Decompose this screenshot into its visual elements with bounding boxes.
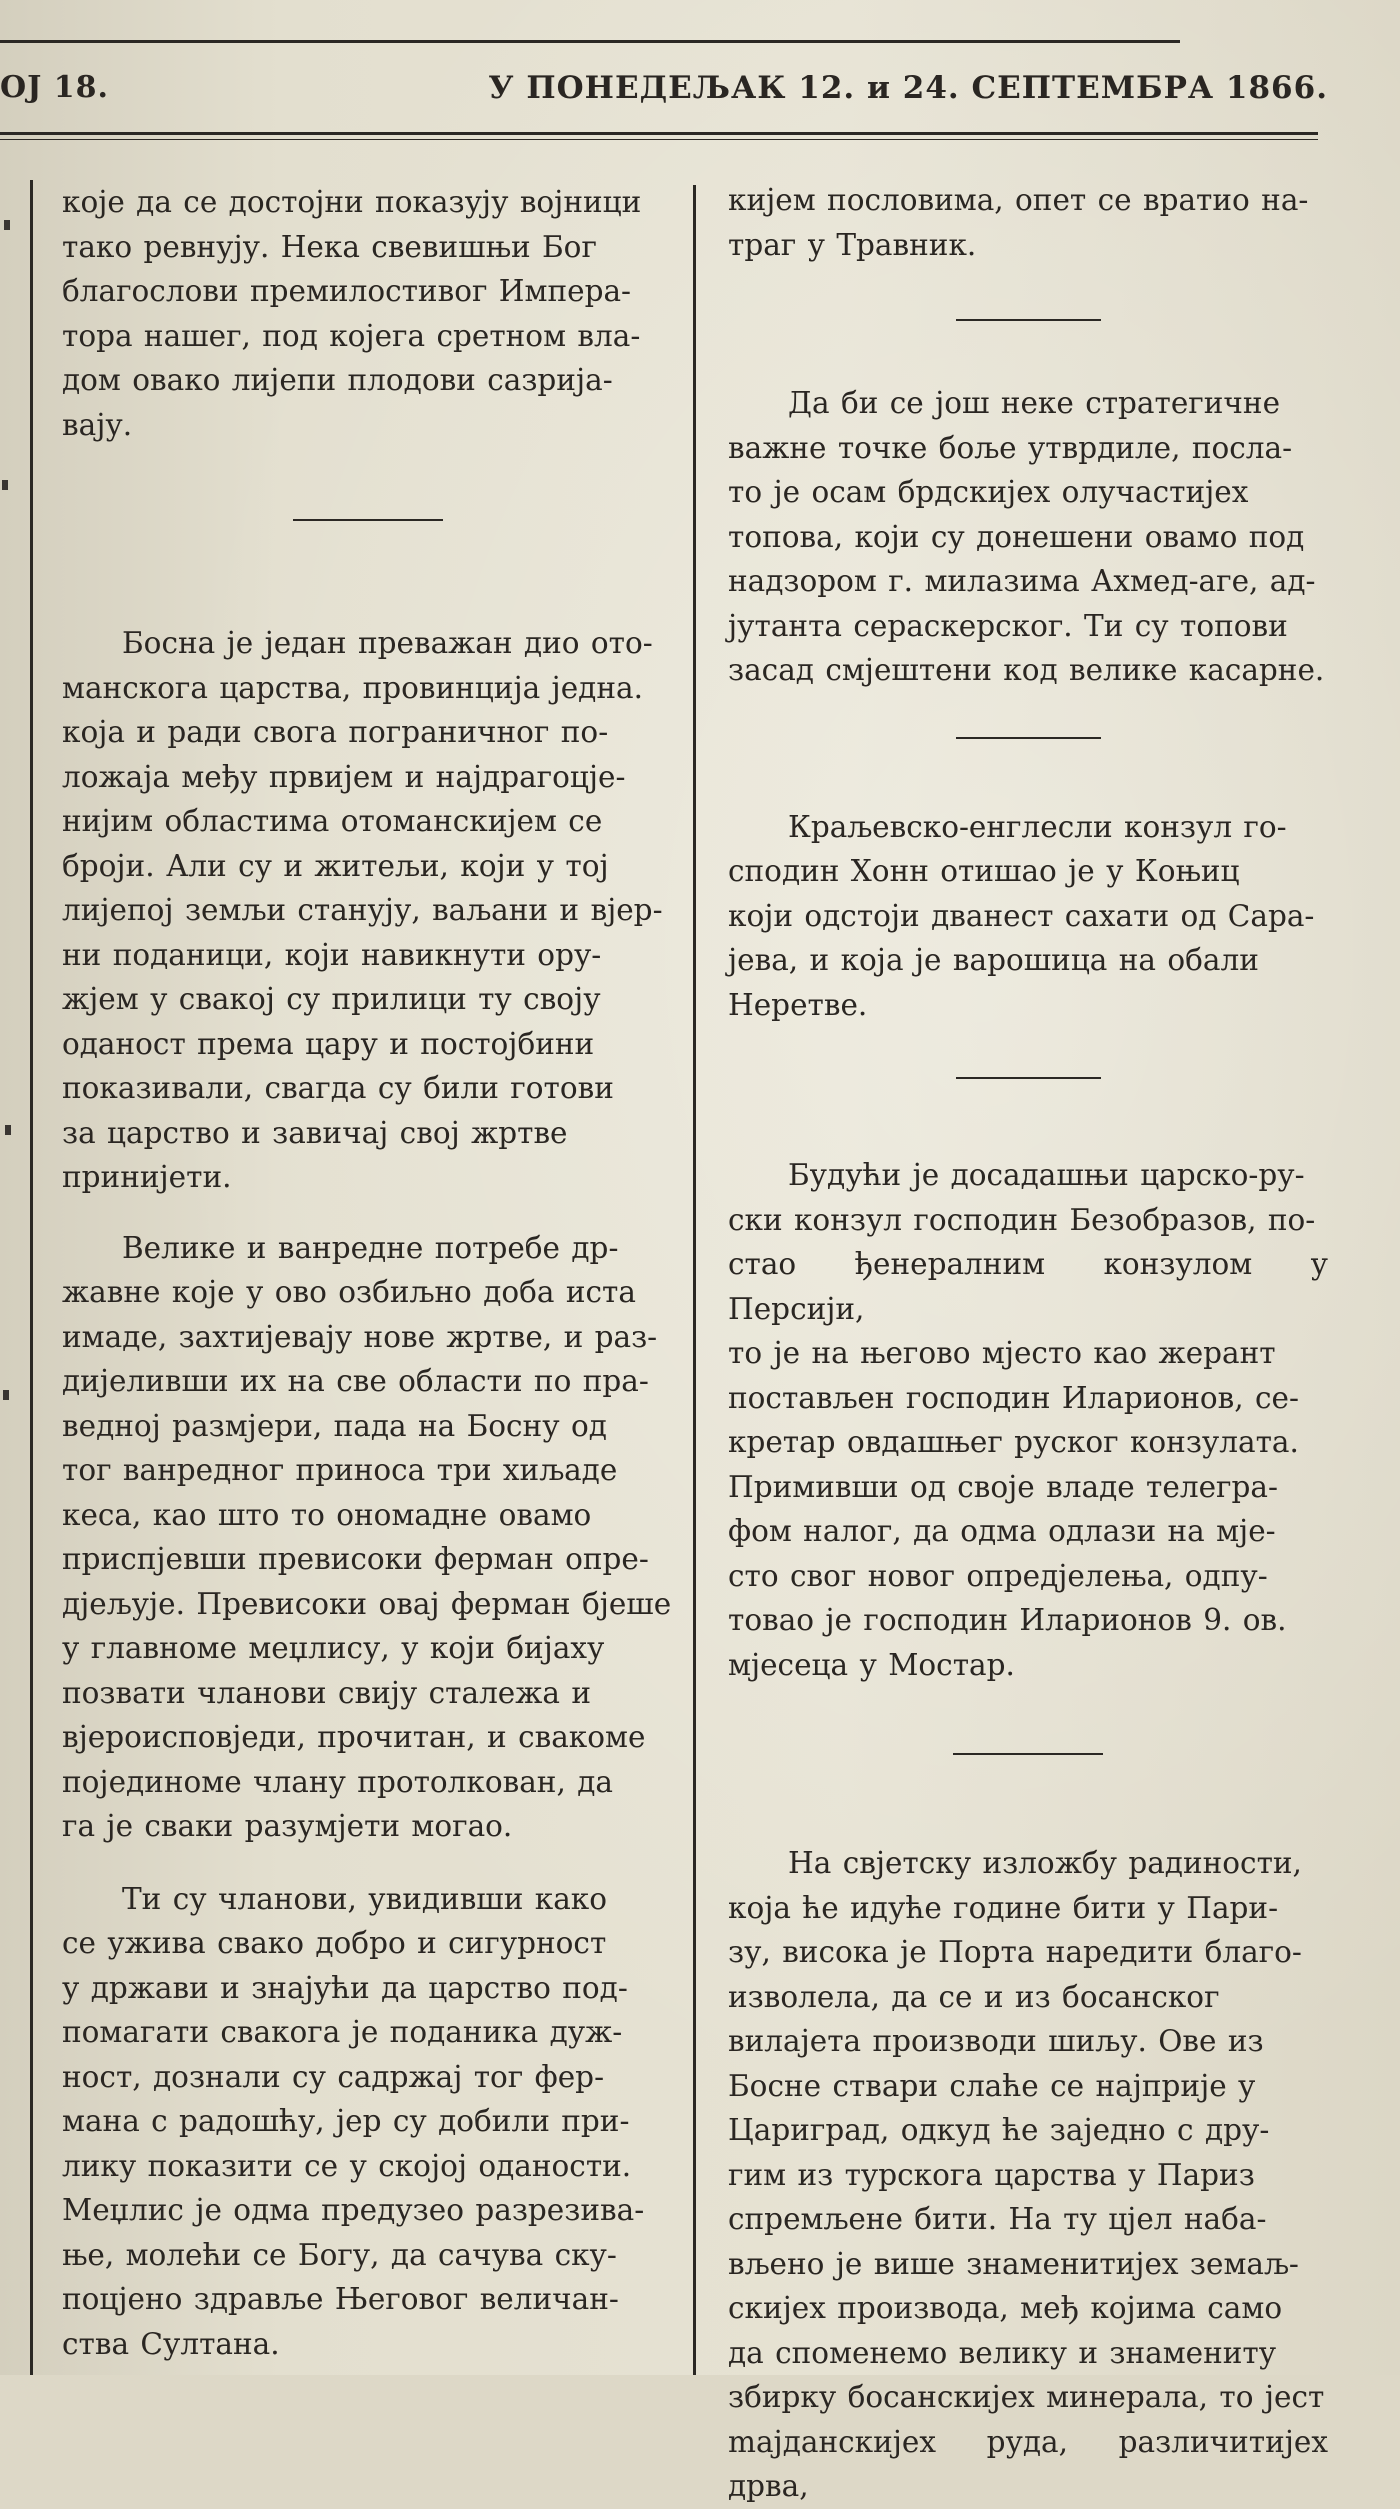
text-line: ложаја међу првијем и најдрагоцје-	[62, 759, 626, 794]
text-line: вилајета производи шиљу. Ове из	[728, 2024, 1264, 2058]
text-line: да споменемо велику и знамениту	[728, 2335, 1277, 2370]
text-line: Да би се још неке стратегичне	[788, 386, 1281, 420]
text-line: у главноме меџлису, у који бијаху	[62, 1631, 605, 1665]
text-line: то је осам брдскијех олучастијех	[728, 475, 1249, 509]
margin-mark	[5, 1125, 11, 1135]
right-intro	[728, 178, 1328, 267]
text-line: тора нашег, под којега сретном вла-	[62, 318, 641, 353]
text-line: се ужива свако добро и сигурност	[62, 1926, 607, 1960]
text-line: засад смјештени код велике касарне.	[728, 653, 1325, 687]
text-line: стао ђенералним конзулом у Персији,	[728, 1247, 1328, 1326]
text-line: које да се достојни показују војници	[62, 185, 642, 219]
text-line: дјељује. Превисоки овај ферман бјеше	[62, 1586, 672, 1621]
text-line: Примивши од своје владе телегра-	[728, 1469, 1278, 1504]
text-line: сподин Хонн отишао је у Коњиц	[728, 854, 1240, 888]
text-line: дом овако лијепи плодови сазрија-	[62, 363, 613, 397]
text-line: мјесеца у Мостар.	[728, 1647, 1015, 1682]
text-line: важне точке боље утврдиле, посла-	[728, 430, 1293, 465]
header-bottom-rule-thin	[0, 139, 1318, 140]
text-line: тог ванредног приноса три хиљаде	[62, 1453, 618, 1487]
text-line: ски конзул господин Безобразов, по-	[728, 1202, 1316, 1237]
issue-number: ОЈ 18.	[0, 70, 109, 105]
left-article-1	[62, 621, 674, 1200]
header-bottom-rule	[0, 132, 1318, 135]
text-line: фом налог, да одма одлази на мје-	[728, 1514, 1276, 1548]
text-line: Краљевско-енглесли конзул го-	[788, 809, 1287, 844]
text-line: товао је господин Иларионов 9. ов.	[728, 1603, 1287, 1637]
text-line: жјем у свакој су прилици ту своју	[62, 982, 601, 1016]
left-intro	[62, 180, 674, 447]
text-line: Босна је један преважан дио ото-	[122, 626, 653, 660]
text-line: Будући је досадашњи царско-ру-	[788, 1158, 1305, 1192]
text-line: вљено је више знаменитијех земаљ-	[728, 2246, 1299, 2281]
text-line: топова, који су донешени овамо под	[728, 519, 1305, 554]
text-line: скијех производа, међ којима само	[728, 2291, 1283, 2325]
margin-mark	[4, 220, 10, 230]
text-line: позвати чланови свију сталежа и	[62, 1675, 592, 1710]
text-line: кретар овдашњег руског конзулата.	[728, 1425, 1299, 1459]
text-line: majданскијех руда, различитијех дрва,	[728, 2424, 1328, 2503]
right-article-3	[728, 1153, 1328, 1687]
right-column	[728, 178, 1328, 2509]
left-article-2	[62, 1226, 674, 1849]
text-line: лику показити се у скојој оданости.	[62, 2148, 632, 2183]
text-line: постављен господин Иларионов, се-	[728, 1380, 1299, 1415]
text-line: принијети.	[62, 1160, 232, 1194]
text-line: показивали, свагда су били готови	[62, 1071, 614, 1105]
text-line: изволела, да се и из босанског	[728, 1979, 1220, 2014]
text-line: оданост према цару и постојбини	[62, 1026, 595, 1061]
right-article-1	[728, 381, 1328, 693]
text-line: поцјено здравље Његовог величан-	[62, 2282, 619, 2316]
text-line: имаде, захтијевају нове жртве, и раз-	[62, 1319, 658, 1354]
right-article-2	[728, 805, 1328, 1028]
top-rule	[0, 40, 1180, 43]
text-line: помагати свакога је поданика дуж-	[62, 2015, 623, 2049]
text-line: за царство и завичај свој жртве	[62, 1115, 568, 1150]
left-column-border	[30, 180, 33, 2375]
text-line: Босне ствари слаће се најприје у	[728, 2068, 1256, 2103]
text-line: мана с радошћу, јер су добили при-	[62, 2104, 630, 2138]
text-line: спремљене бити. На ту цјел наба-	[728, 2202, 1267, 2236]
text-line: манскога царства, провинција једна.	[62, 670, 643, 705]
text-line: га је сваки разумјети могао.	[62, 1809, 513, 1843]
text-line: жавне које у ово озбиљно доба иста	[62, 1275, 636, 1309]
text-line: Велике и ванредне потребе др-	[122, 1230, 619, 1265]
text-line: Цариград, одкуд ће заједно с дру-	[728, 2113, 1270, 2147]
text-line: тако ревнују. Нека свевишњи Бог	[62, 229, 597, 264]
text-line: збирку босанскијех минерала, то јест	[728, 2380, 1325, 2414]
text-line: дијеливши их на све области по пра-	[62, 1364, 649, 1398]
margin-mark	[2, 480, 8, 490]
text-line: траг у Травник.	[728, 227, 977, 262]
text-line: броји. Али су и житељи, који у тој	[62, 848, 609, 883]
text-line: На свјетску изложбу радиности,	[788, 1846, 1302, 1880]
text-line: зу, висока је Порта наредити благо-	[728, 1935, 1302, 1969]
margin-mark	[3, 1390, 9, 1400]
text-line: нијим областима отоманскијем се	[62, 804, 603, 838]
text-line: у држави и знајући да царство под-	[62, 1970, 628, 2005]
issue-date: У ПОНЕДЕЉАК 12. и 24. СЕПТЕМБРА 1866.	[488, 70, 1328, 106]
text-line: приспјевши превисоки ферман опре-	[62, 1542, 649, 1576]
text-line: која и ради свога пограничног по-	[62, 715, 609, 749]
text-line: ства Султана.	[62, 2326, 280, 2361]
text-line: Ти су чланови, увидивши како	[122, 1881, 607, 1916]
left-article-3	[62, 1877, 674, 2367]
text-line: која ће идуће године бити у Пари-	[728, 1890, 1279, 1925]
text-line: ње, молећи се Богу, да сачува ску-	[62, 2237, 617, 2272]
text-line: Меџлис је одма предузео разрезива-	[62, 2193, 645, 2227]
column-divider	[693, 185, 696, 2375]
left-column	[62, 180, 674, 2366]
text-line: ни поданици, који навикнути ору-	[62, 937, 602, 972]
text-line: ност, дознали су садржај тог фер-	[62, 2059, 605, 2094]
text-line: појединоме члану протолкован, да	[62, 1764, 613, 1799]
text-line: ведној размјери, пада на Босну од	[62, 1408, 607, 1443]
text-line: јутанта сераскерског. Ти су топови	[728, 608, 1288, 643]
text-line: кеса, као што то ономадне овамо	[62, 1497, 592, 1532]
text-line: сто свог новог опредјелења, одпу-	[728, 1558, 1268, 1593]
text-line: вају.	[62, 407, 133, 442]
right-article-4	[728, 1841, 1328, 2509]
left-margin-edge	[0, 180, 20, 2375]
text-line: кијем пословима, опет се вратио на-	[728, 183, 1309, 217]
text-line: благослови премилостивог Импера-	[62, 274, 632, 308]
text-line: то је на његово мјесто као жерант	[728, 1336, 1276, 1370]
text-line: лијепој земљи станују, ваљани и вјер-	[62, 893, 663, 927]
text-line: гим из турскога царства у Париз	[728, 2157, 1255, 2192]
text-line: надзором г. милазима Ахмед-аге, ад-	[728, 564, 1316, 598]
text-line: који одстоји дванест сахати од Сара-	[728, 898, 1315, 933]
text-line: јева, и која је варошица на обали	[728, 943, 1259, 977]
text-line: Неретве.	[728, 987, 868, 1022]
text-line: вјероисповједи, прочитан, и свакоме	[62, 1720, 646, 1754]
